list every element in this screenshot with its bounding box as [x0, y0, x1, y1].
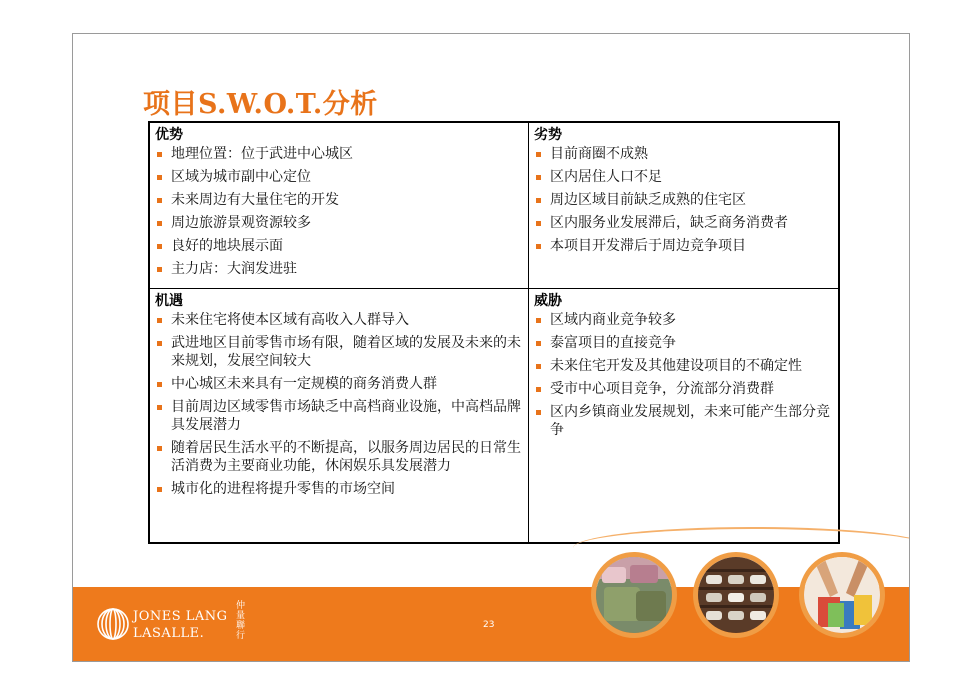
- list-item: 武进地区目前零售市场有限，随着区域的发展及未来的未来规划，发展空间较大: [155, 334, 522, 370]
- slide-title: 项目S.W.O.T.分析: [143, 89, 378, 120]
- page-number: 23: [483, 620, 495, 630]
- shopping-bags-photo: [799, 552, 885, 638]
- swot-table: [148, 121, 840, 544]
- list-item: 周边旅游景观资源较多: [155, 214, 522, 232]
- list-item: 区内居住人口不足: [534, 168, 832, 186]
- list-item: 区域为城市副中心定位: [155, 168, 522, 186]
- threats-list: [534, 311, 832, 439]
- list-item: 未来住宅开发及其他建设项目的不确定性: [534, 357, 832, 375]
- list-item: 受市中心项目竞争，分流部分消费群: [534, 380, 832, 398]
- pillows-photo: [591, 552, 677, 638]
- logo-chinese: 仲量聯行: [236, 601, 246, 641]
- list-item: 区内乡镇商业发展规划，未来可能产生部分竞争: [534, 403, 832, 439]
- opportunities-heading: 机遇: [155, 293, 183, 309]
- list-item: 本项目开发滞后于周边竞争项目: [534, 237, 832, 255]
- list-item: 目前商圈不成熟: [534, 145, 832, 163]
- list-item: 区域内商业竞争较多: [534, 311, 832, 329]
- threats-heading: 威胁: [534, 293, 562, 309]
- opportunities-cell: [150, 289, 529, 542]
- strengths-cell: [150, 123, 529, 289]
- list-item: 目前周边区域零售市场缺乏中高档商业设施，中高档品牌具发展潜力: [155, 398, 522, 434]
- list-item: 未来周边有大量住宅的开发: [155, 191, 522, 209]
- slide: [72, 33, 910, 662]
- list-item: 未来住宅将使本区域有高收入人群导入: [155, 311, 522, 329]
- list-item: 良好的地块展示面: [155, 237, 522, 255]
- logo-line-2: LASALLE.: [133, 626, 205, 641]
- strengths-list: [155, 145, 522, 278]
- list-item: 随着居民生活水平的不断提高，以服务周边居民的日常生活消费为主要商业功能，休闲娱乐具发展潜力: [155, 439, 522, 475]
- list-item: 中心城区未来具有一定规模的商务消费人群: [155, 375, 522, 393]
- logo-wordmark: [133, 608, 228, 642]
- list-item: 周边区域目前缺乏成熟的住宅区: [534, 191, 832, 209]
- logo-line-1: JONES LANG: [133, 609, 228, 624]
- strengths-heading: 优势: [155, 127, 183, 143]
- opportunities-list: [155, 311, 522, 498]
- weaknesses-heading: 劣势: [534, 127, 562, 143]
- list-item: 城市化的进程将提升零售的市场空间: [155, 480, 522, 498]
- threats-cell: [529, 289, 838, 542]
- list-item: 区内服务业发展滞后，缺乏商务消费者: [534, 214, 832, 232]
- jll-logo-icon: [97, 608, 129, 640]
- shoe-shelf-photo: [693, 552, 779, 638]
- weaknesses-list: [534, 145, 832, 255]
- list-item: 泰富项目的直接竞争: [534, 334, 832, 352]
- footer-bar: [73, 587, 909, 661]
- weaknesses-cell: [529, 123, 838, 289]
- list-item: 主力店：大润发进驻: [155, 260, 522, 278]
- list-item: 地理位置：位于武进中心城区: [155, 145, 522, 163]
